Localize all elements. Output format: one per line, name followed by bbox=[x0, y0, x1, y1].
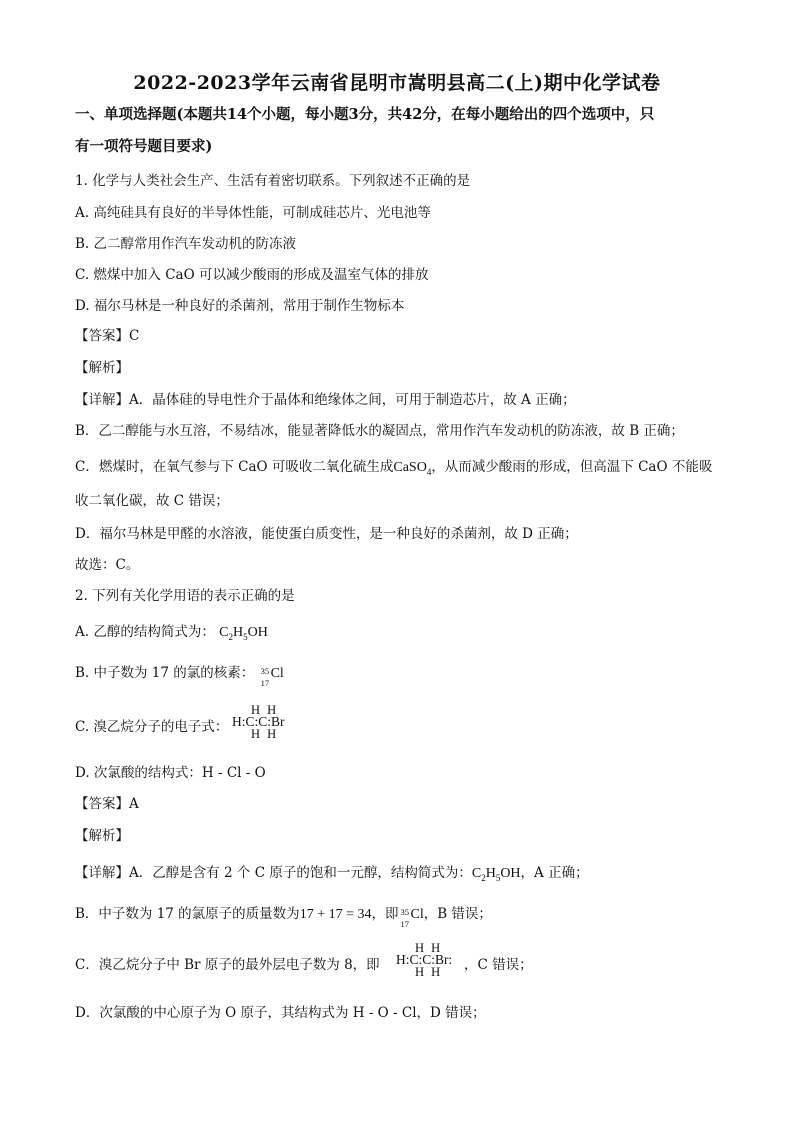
q1-option-a: A. 高纯硅具有良好的半导体性能，可制成硅芯片、光电池等 bbox=[75, 205, 431, 221]
ethanol-h-sub: 5 bbox=[243, 631, 248, 642]
q1-detail-c1-pre: C．燃煤时，在氧气参与下 CaO 可吸收二氧化硫生成 bbox=[75, 459, 394, 475]
q1-conclusion: 故选：C。 bbox=[75, 557, 140, 573]
edot2-top: H H bbox=[415, 941, 443, 955]
ethanol-formula bbox=[219, 625, 268, 640]
q1-detail-a bbox=[75, 391, 576, 409]
edot-top: H H bbox=[251, 703, 279, 717]
q2-detail-a-pre: A．乙醇是含有 2 个 C 原子的饱和一元醇，结构简式为： bbox=[129, 865, 472, 881]
q1-detail-c1-post: ，从而减少酸雨的形成，但高温下 CaO 不能吸 bbox=[431, 459, 713, 475]
q2-detail-c-post: ，C 错误； bbox=[464, 957, 533, 973]
q2-detail-a-post: ，A 正确； bbox=[520, 865, 589, 881]
q1-detail-c1 bbox=[75, 458, 712, 477]
ethanol-formula-detail bbox=[472, 866, 521, 881]
q2-answer-label: 【答案】 bbox=[75, 796, 129, 812]
bromoethane-electron-formula-detail bbox=[396, 942, 452, 978]
q1-answer-label: 【答案】 bbox=[75, 328, 129, 344]
nuclide-symbol: Cl bbox=[270, 666, 284, 681]
q1-detail-c2: 收二氧化碳，故 C 错误； bbox=[75, 493, 229, 509]
mass-number-calc: 17 + 17 = 34 bbox=[299, 907, 372, 922]
nuclide-mass: 35 bbox=[260, 665, 270, 676]
q1-option-d: D. 福尔马林是一种良好的杀菌剂，常用于制作生物标本 bbox=[75, 298, 405, 314]
q2-detail-c-pre: C．溴乙烷分子中 Br 原子的最外层电子数为 8，即 bbox=[75, 957, 380, 973]
q2-answer-value: A bbox=[129, 796, 139, 812]
q2-detail-b-pre: B．中子数为 17 的氯原子的质量数为 bbox=[75, 906, 300, 922]
q2-detail-b bbox=[75, 905, 492, 929]
q1-detail-a-text: A．晶体硅的导电性介于晶体和绝缘体之间，可用于制造芯片，故 A 正确； bbox=[129, 392, 576, 408]
q1-answer bbox=[75, 327, 139, 345]
edot2-bot: H H bbox=[415, 965, 443, 979]
section-heading-line2: 有一项符号题目要求) bbox=[75, 138, 213, 155]
q2-option-b-text: B. 中子数为 17 的氯的核素： bbox=[75, 665, 255, 681]
q2-detail-c-text bbox=[75, 956, 380, 974]
q1-option-b: B. 乙二醇常用作汽车发动机的防冻液 bbox=[75, 236, 297, 252]
caso4-text: CaSO bbox=[393, 460, 427, 475]
q2-detail-b-mid: ，即 bbox=[371, 906, 399, 922]
q2-option-a bbox=[75, 623, 268, 642]
nuclide-detail-mass: 35 bbox=[400, 906, 409, 917]
ethanol-detail-c: C bbox=[471, 866, 482, 881]
bromoethane-electron-formula bbox=[232, 704, 285, 740]
caso4-sub: 4 bbox=[426, 466, 432, 477]
nuclide-detail-symbol: Cl bbox=[410, 907, 424, 922]
ethanol-detail-c-sub: 2 bbox=[481, 872, 486, 883]
q2-option-b bbox=[75, 664, 284, 688]
nuclide-z: 17 bbox=[260, 677, 270, 688]
q2-analysis-label: 【解析】 bbox=[75, 828, 129, 844]
q2-option-d: D. 次氯酸的结构式：H - Cl - O bbox=[75, 765, 266, 781]
page-title: 2022-2023学年云南省昆明市嵩明县高二(上)期中化学试卷 bbox=[133, 72, 661, 94]
ethanol-detail-h-sub: 5 bbox=[495, 872, 501, 883]
q1-detail-d: D．福尔马林是甲醛的水溶液，能使蛋白质变性，是一种良好的杀菌剂，故 D 正确； bbox=[75, 526, 578, 542]
q2-option-a-text: A. 乙醇的结构简式为： bbox=[75, 624, 215, 640]
q1-detail-label: 【详解】 bbox=[75, 392, 129, 408]
q2-detail-d: D．次氯酸的中心原子为 O 原子，其结构式为 H - O - Cl，D 错误； bbox=[75, 1005, 486, 1021]
caso4-formula bbox=[393, 460, 431, 475]
section-heading-line1: 一、单项选择题(本题共14个小题，每小题3分，共42分，在每小题给出的四个选项中，只 bbox=[75, 106, 655, 123]
edot2-mid: H:C:C:Br: bbox=[396, 952, 453, 967]
edot-mid: H:C:C:Br bbox=[232, 714, 285, 729]
q2-detail-label: 【详解】 bbox=[75, 865, 129, 881]
q1-analysis-label: 【解析】 bbox=[75, 360, 129, 376]
q1-option-c: C. 燃煤中加入 CaO 可以减少酸雨的形成及温室气体的排放 bbox=[75, 267, 429, 283]
edot-bot: H H bbox=[251, 727, 279, 741]
q1-detail-b: B．乙二醇能与水互溶，不易结冰，能显著降低水的凝固点，常用作汽车发动机的防冻液，故 B 正确； bbox=[75, 423, 684, 439]
cl-nuclide-detail bbox=[398, 906, 410, 929]
ethanol-oh: OH bbox=[247, 625, 268, 640]
nuclide-detail-z: 17 bbox=[400, 918, 409, 929]
ethanol-h: H bbox=[232, 625, 244, 640]
q2-detail-a bbox=[75, 864, 589, 883]
q1-stem: 1. 化学与人类社会生产、生活有着密切联系。下列叙述不正确的是 bbox=[75, 173, 471, 189]
q2-answer bbox=[75, 795, 139, 813]
ethanol-c-sub: 2 bbox=[228, 631, 233, 642]
q1-answer-value: C bbox=[129, 328, 140, 344]
ethanol-detail-h: H bbox=[485, 866, 496, 881]
cl-nuclide-notation bbox=[259, 665, 271, 688]
q2-detail-b-post: ，B 错误； bbox=[423, 906, 492, 922]
q2-option-c-text: C. 溴乙烷分子的电子式： bbox=[75, 719, 229, 735]
ethanol-detail-oh: OH bbox=[500, 866, 521, 881]
ethanol-c: C bbox=[219, 625, 229, 640]
q2-stem: 2. 下列有关化学用语的表示正确的是 bbox=[75, 588, 295, 604]
